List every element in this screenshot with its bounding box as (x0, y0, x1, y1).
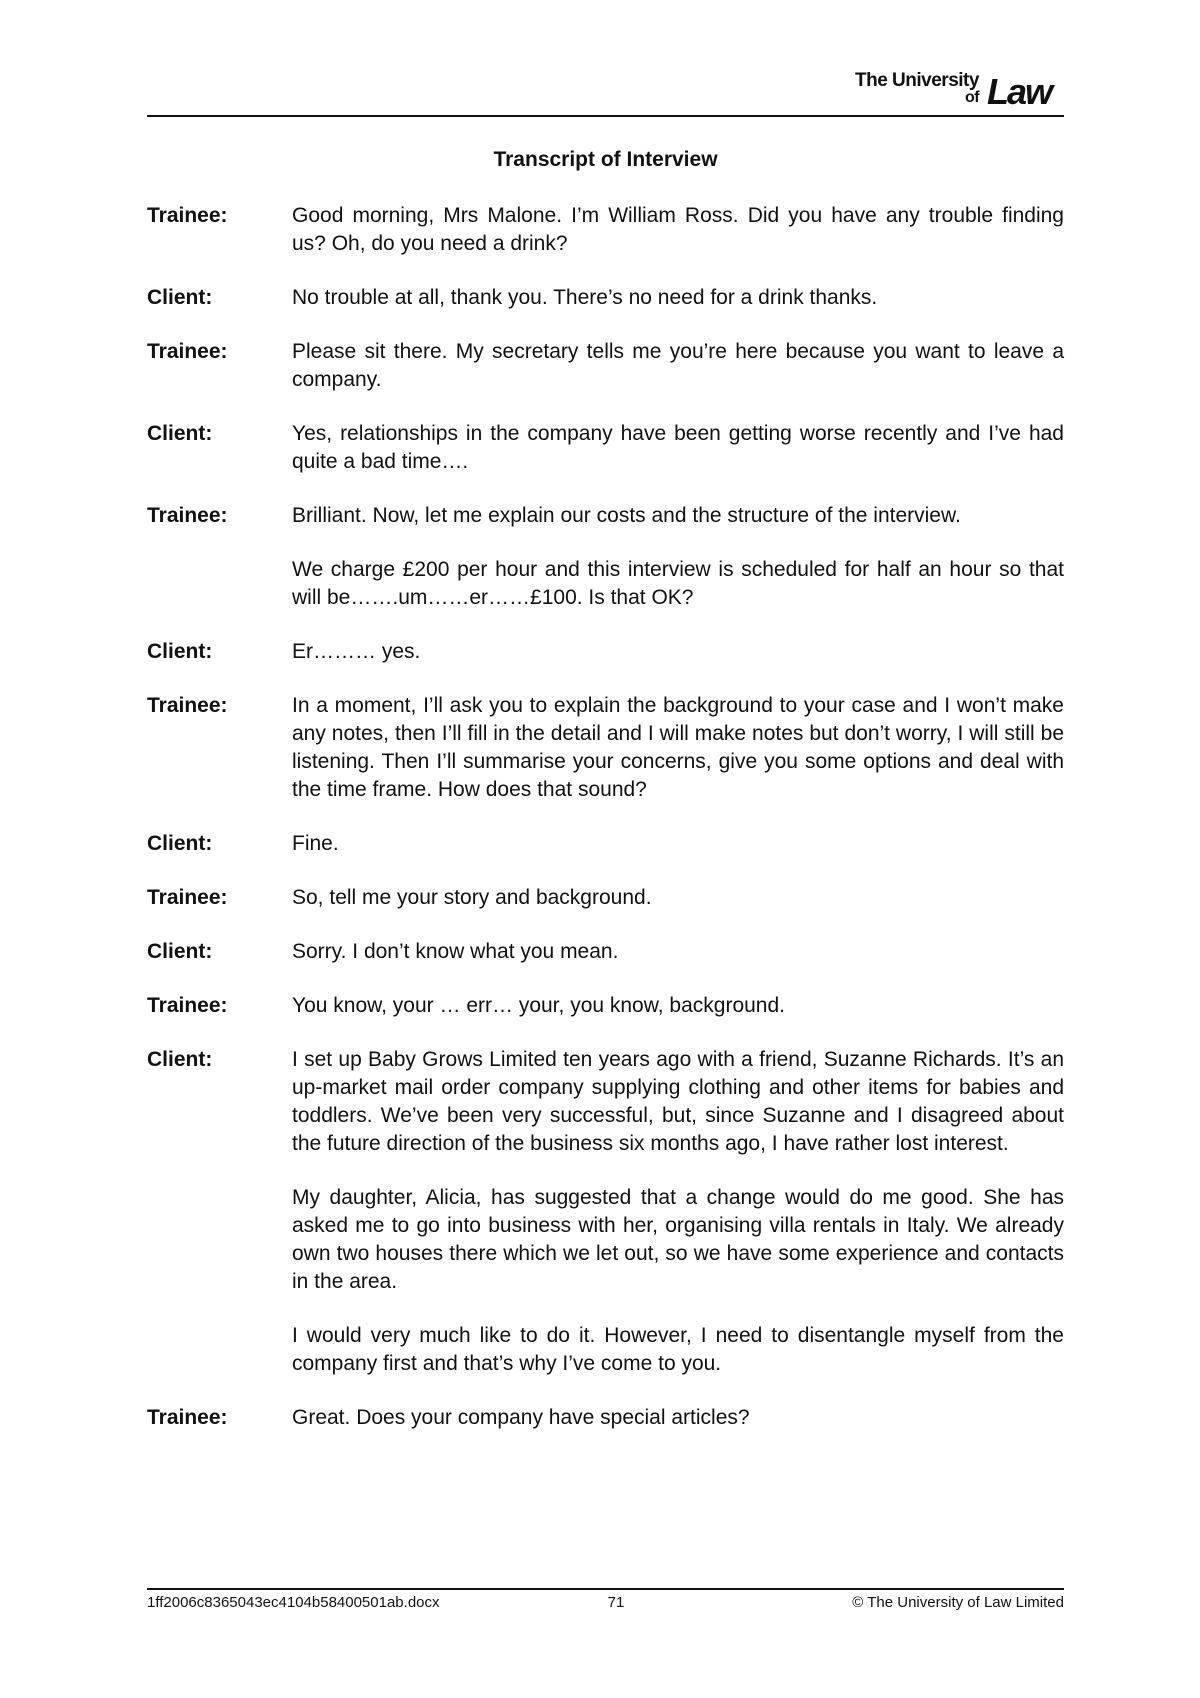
speaker-label: Client: (147, 832, 213, 855)
transcript-entry (147, 884, 1064, 912)
dialogue-paragraph: Please sit there. My secretary tells me you’re here because you want to leave a company. (292, 340, 1064, 391)
dialogue-paragraph: I would very much like to do it. However, I need to disentangle myself from the company first and that’s why I’ve come to you. (292, 1324, 1064, 1375)
speaker-label: Trainee: (147, 886, 228, 909)
dialogue-paragraph: In a moment, I’ll ask you to explain the background to your case and I won’t make any notes, then I’ll fill in the detail and I will make notes but don’t worry, I will still be listening. Then I’ll summarise your concerns, give you some options and deal with the time frame. How does that sound? (292, 694, 1064, 801)
transcript-entry (147, 1046, 1064, 1378)
transcript-entry (147, 938, 1064, 966)
university-logo (855, 70, 1065, 112)
speaker-label: Trainee: (147, 504, 228, 527)
speaker-label: Trainee: (147, 204, 228, 227)
dialogue-paragraph: Brilliant. Now, let me explain our costs and the structure of the interview. (292, 504, 961, 527)
speaker-label: Trainee: (147, 340, 228, 363)
transcript-entry (147, 692, 1064, 804)
dialogue-paragraph: We charge £200 per hour and this interview is scheduled for half an hour so that will be…….um……er……£100. Is that OK? (292, 558, 1064, 609)
footer-page-number: 71 (607, 1594, 625, 1611)
footer-copyright: © The University of Law Limited (852, 1594, 1064, 1611)
transcript-entry (147, 284, 1064, 312)
dialogue-paragraph: So, tell me your story and background. (292, 886, 652, 909)
speaker-label: Client: (147, 1048, 213, 1071)
speaker-label: Client: (147, 940, 213, 963)
dialogue-paragraph: No trouble at all, thank you. There’s no need for a drink thanks. (292, 286, 878, 309)
dialogue-paragraph: Er……… yes. (292, 640, 421, 663)
dialogue-paragraph: Great. Does your company have special articles? (292, 1406, 750, 1429)
logo-text-of: of (965, 89, 980, 106)
transcript-entry (147, 202, 1064, 258)
transcript-entry (147, 992, 1064, 1020)
speaker-label: Trainee: (147, 994, 228, 1017)
speaker-label: Trainee: (147, 694, 228, 717)
speaker-label: Client: (147, 422, 213, 445)
dialogue-paragraph: I set up Baby Grows Limited ten years ago with a friend, Suzanne Richards. It’s an up-market mail order company supplying clothing and other items for babies and toddlers. We’ve been very successful, but, since Suzanne and I disagreed about the future direction of the business six months ago, I have rather lost interest. (292, 1048, 1064, 1155)
page-title: Transcript of Interview (493, 148, 718, 171)
dialogue-paragraph: You know, your … err… your, you know, background. (292, 994, 785, 1017)
transcript-entry (147, 420, 1064, 476)
speaker-label: Trainee: (147, 1406, 228, 1429)
dialogue-paragraph: My daughter, Alicia, has suggested that a change would do me good. She has asked me to go into business with her, organising villa rentals in Italy. We already own two houses there which we let out, so we have some experience and contacts in the area. (292, 1186, 1064, 1293)
dialogue-paragraph: Yes, relationships in the company have been getting worse recently and I’ve had quite a bad time…. (292, 422, 1064, 473)
transcript-entry (147, 638, 1064, 666)
transcript-entry (147, 338, 1064, 394)
speaker-label: Client: (147, 640, 213, 663)
speaker-label: Client: (147, 286, 213, 309)
dialogue-paragraph: Good morning, Mrs Malone. I’m William Ross. Did you have any trouble finding us? Oh, do you need a drink? (292, 204, 1064, 255)
footer-filename: 1ff2006c8365043ec4104b58400501ab.docx (147, 1594, 440, 1611)
dialogue-paragraph: Fine. (292, 832, 339, 855)
transcript-entry (147, 1404, 1064, 1432)
transcript-body (147, 202, 1064, 1458)
logo-text-law: Law (987, 71, 1052, 112)
header-divider (147, 115, 1064, 117)
logo-text-university: The University (855, 70, 979, 91)
footer-divider (147, 1588, 1064, 1590)
dialogue-paragraph: Sorry. I don’t know what you mean. (292, 940, 619, 963)
transcript-entry (147, 502, 1064, 612)
transcript-entry (147, 830, 1064, 858)
